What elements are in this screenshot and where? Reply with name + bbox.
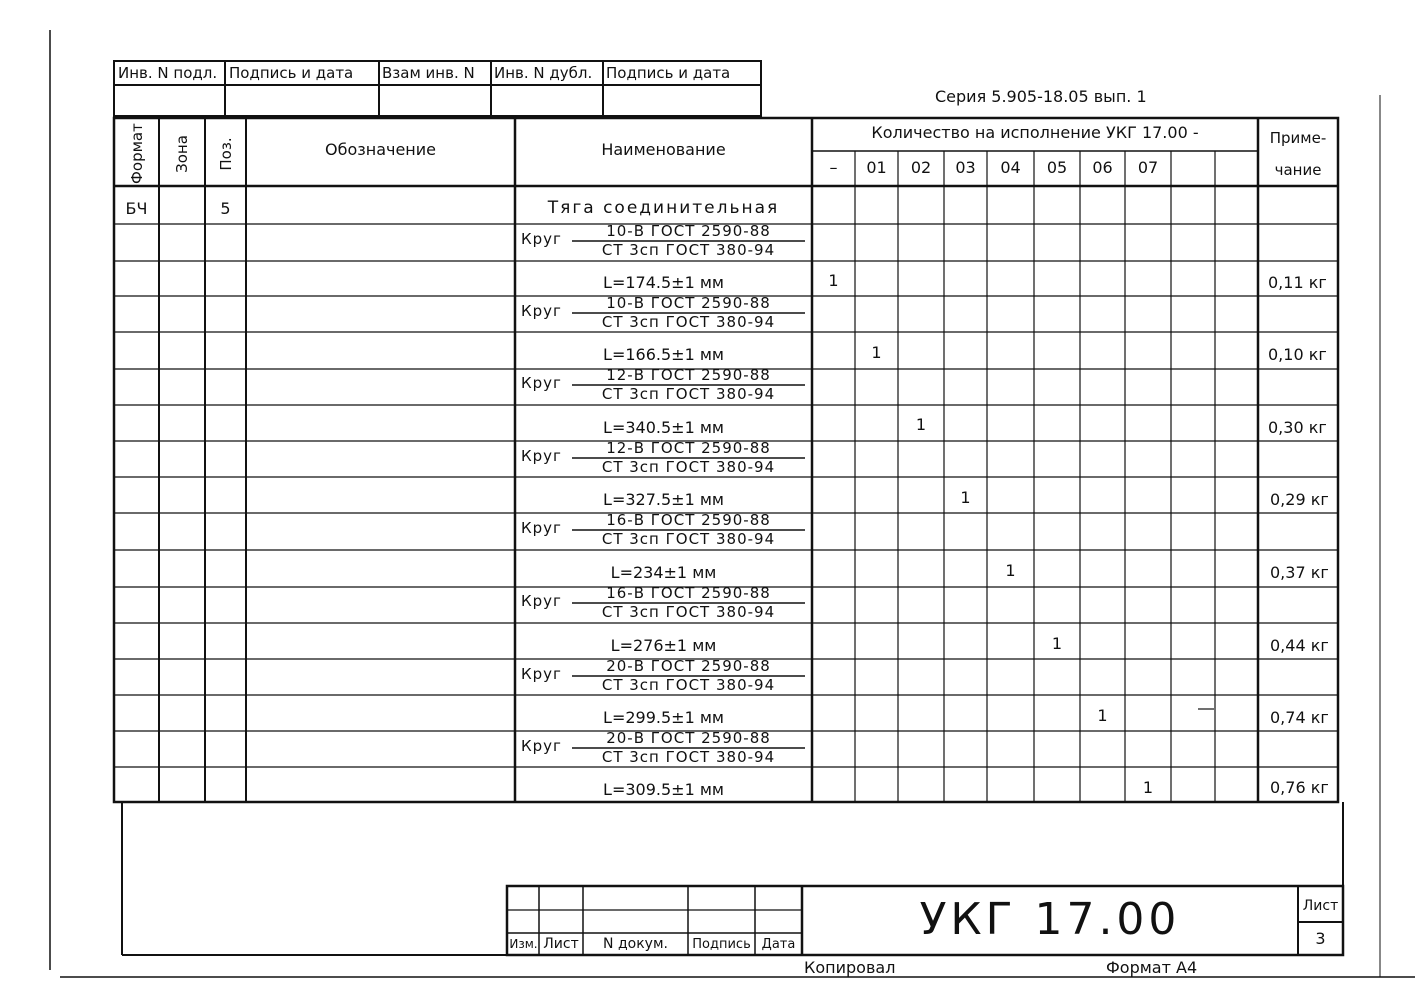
tb-list: Лист [543,936,579,952]
part-weight: 0,74 кг [1270,708,1329,727]
part-weight: 0,29 кг [1270,490,1329,509]
part-size: 16-В ГОСТ 2590-88 [606,511,771,529]
header-designation: Обозначение [324,140,437,159]
part-size: 10-В ГОСТ 2590-88 [606,222,771,240]
part-weight: 0,10 кг [1268,345,1327,364]
part-material: СТ 3сп ГОСТ 380-94 [601,530,776,548]
variant-02: 02 [910,158,932,177]
part-length: L=309.5±1 мм [603,780,724,799]
item-pos: 5 [220,199,231,218]
part-material: СТ 3сп ГОСТ 380-94 [601,385,776,403]
header-pos: Поз. [217,137,235,171]
part-material: СТ 3сп ГОСТ 380-94 [601,603,776,621]
part-length: L=234±1 мм [610,563,717,582]
part-qty: 1 [1142,778,1154,797]
footer-copied: Копировал [804,958,896,977]
part-size: 16-В ГОСТ 2590-88 [606,584,771,602]
header-format: Формат [128,123,146,184]
variant-01: 01 [866,158,887,177]
part-qty: 1 [1051,634,1063,653]
part-size: 20-В ГОСТ 2590-88 [606,729,771,747]
stamp-podpis-1: Подпись и дата [229,64,354,82]
part-weight: 0,30 кг [1268,418,1327,437]
part-qty: 1 [1005,561,1016,580]
part-krug: Круг [521,737,562,755]
part-krug: Круг [521,519,562,537]
part-material: СТ 3сп ГОСТ 380-94 [601,676,776,694]
part-qty: 1 [1097,706,1108,725]
variant-06: 06 [1092,158,1113,177]
part-weight: 0,76 кг [1270,778,1329,797]
part-qty: 1 [871,343,882,362]
variant-07: 07 [1137,158,1159,177]
part-material: СТ 3сп ГОСТ 380-94 [601,458,776,476]
stamp-vzam-inv: Взам инв. N [382,64,475,82]
part-size: 20-В ГОСТ 2590-88 [606,657,771,675]
part-length: L=166.5±1 мм [603,345,724,364]
series-label: Серия 5.905-18.05 вып. 1 [935,87,1147,106]
part-qty: 1 [828,271,839,290]
stamp-inv-podl: Инв. N подл. [118,64,218,82]
part-krug: Круг [521,230,562,248]
part-krug: Круг [521,302,562,320]
part-material: СТ 3сп ГОСТ 380-94 [601,241,776,259]
doc-code: УКГ 17.00 [919,894,1181,945]
footer-format: Формат А4 [1106,958,1198,977]
header-zone: Зона [173,135,191,173]
item-title: Тяга соединительная [547,198,780,218]
header-note-2: чание [1274,161,1322,179]
variant-03: 03 [955,158,976,177]
tb-izm: Изм. [509,937,538,951]
header-quantity: Количество на исполнение УКГ 17.00 - [871,123,1199,142]
part-material: СТ 3сп ГОСТ 380-94 [601,313,776,331]
header-note-1: Приме- [1269,129,1327,147]
stamp-inv-dubl: Инв. N дубл. [494,64,593,82]
tb-podpis: Подпись [692,937,751,952]
part-qty: 1 [915,415,927,434]
part-length: L=174.5±1 мм [603,273,724,292]
variant-04: 04 [1000,158,1021,177]
sheet-number: 3 [1315,929,1326,948]
part-material: СТ 3сп ГОСТ 380-94 [601,748,776,766]
variant-base: – [829,158,838,177]
part-length: L=276±1 мм [610,636,717,655]
header-name: Наименование [601,140,726,159]
part-length: L=299.5±1 мм [603,708,724,727]
part-krug: Круг [521,374,562,392]
part-size: 10-В ГОСТ 2590-88 [606,294,771,312]
tb-n-dokum: N докум. [603,936,668,952]
tb-data: Дата [761,937,796,952]
part-length: L=340.5±1 мм [603,418,724,437]
sheet-label: Лист [1302,898,1339,914]
part-krug: Круг [521,592,562,610]
variant-05: 05 [1046,158,1068,177]
part-size: 12-В ГОСТ 2590-88 [606,366,771,384]
part-weight: 0,44 кг [1270,636,1329,655]
part-qty: 1 [960,488,971,507]
part-weight: 0,37 кг [1270,563,1329,582]
stamp-podpis-2: Подпись и дата [606,64,731,82]
part-size: 12-В ГОСТ 2590-88 [606,439,771,457]
part-length: L=327.5±1 мм [603,490,724,509]
part-krug: Круг [521,447,562,465]
item-format: БЧ [125,199,148,218]
part-weight: 0,11 кг [1268,273,1327,292]
part-krug: Круг [521,665,562,683]
